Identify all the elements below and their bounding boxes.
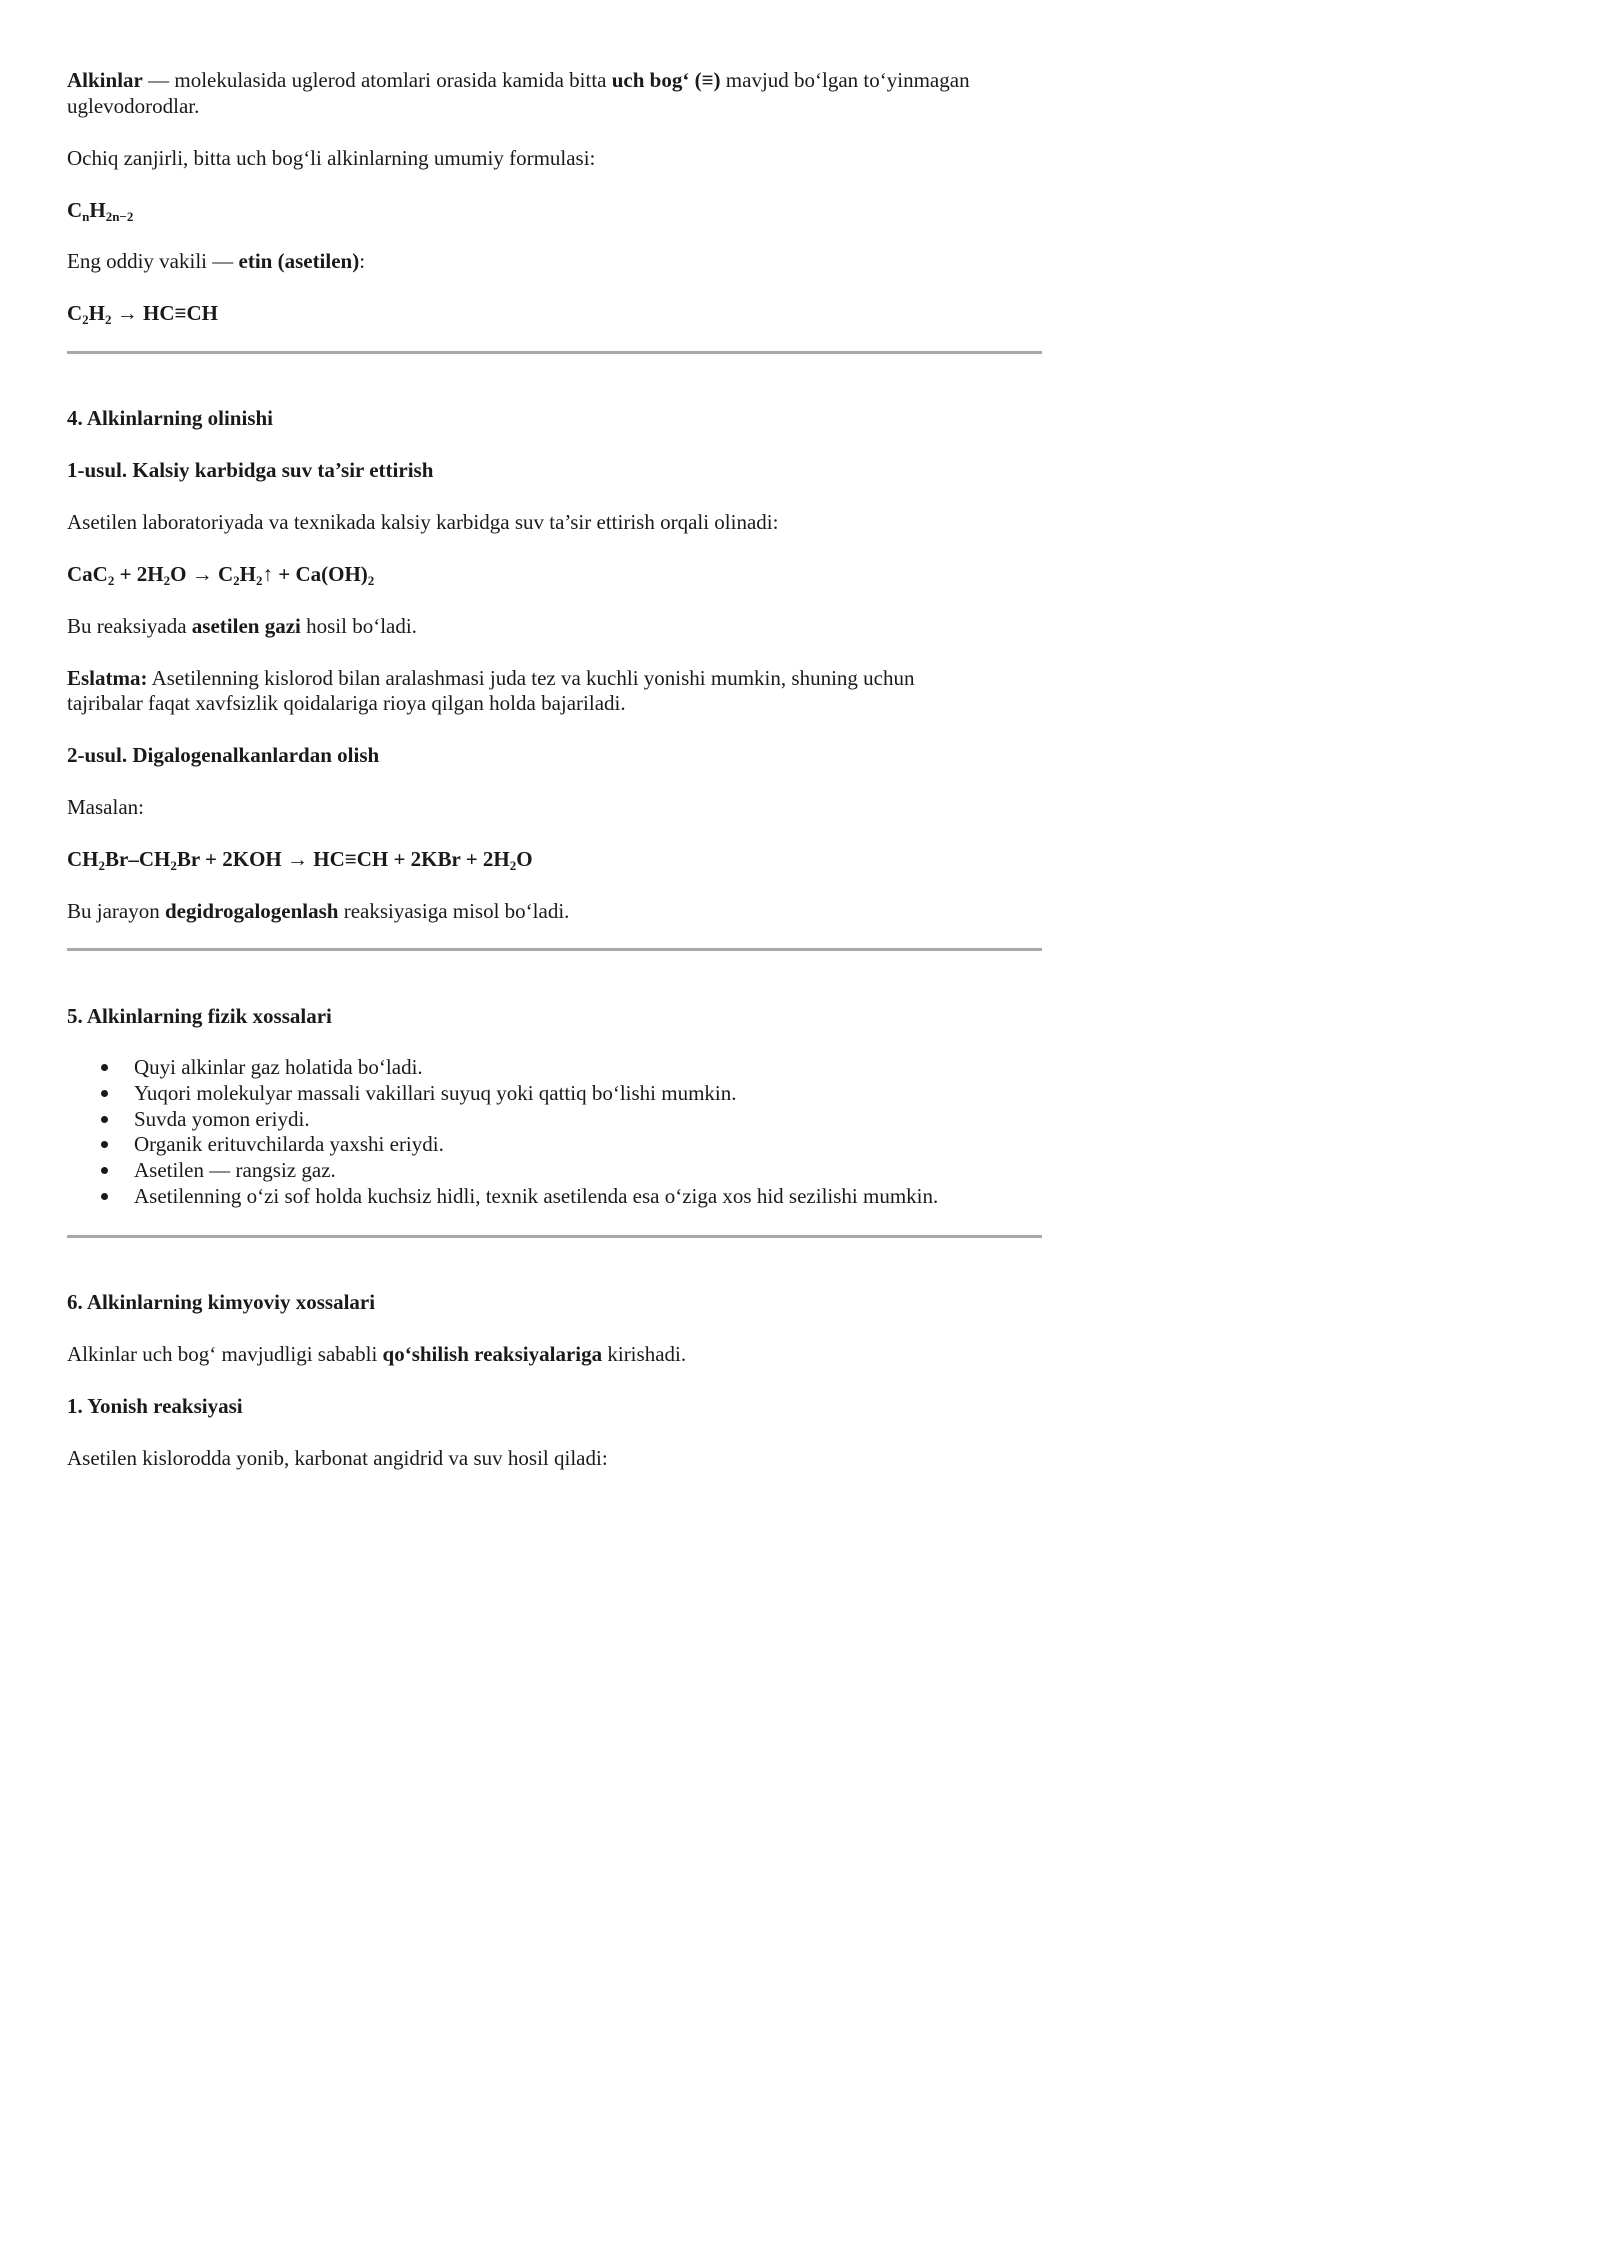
chemical-properties-intro: Alkinlar uch bog‘ mavjudligi sababli qo‘shilish reaksiyalariga kirishadi. <box>67 1342 687 1366</box>
section-6-heading: 6. Alkinlarning kimyoviy xossalari <box>67 1290 376 1314</box>
section-5-heading: 5. Alkinlarning fizik xossalari <box>67 1004 332 1028</box>
note-label: Eslatma: <box>67 666 148 690</box>
definition-line-2: uglevodorodlar. <box>67 94 200 118</box>
bullet-icon <box>101 1141 108 1148</box>
term-dehydrohalogenation: degidrogalogenlash <box>164 899 339 923</box>
equation-carbide: $CaC_2 + 2H_2O$ → $C_2H_2↑ + Ca(OH)_2$ <box>67 562 375 588</box>
term-triple-bond: uch bog‘ (≡) <box>611 68 721 92</box>
physical-properties-list <box>67 1055 938 1210</box>
term-etin: etin (asetilen) <box>238 249 360 273</box>
simplest-member: Eng oddiy vakili — etin (asetilen): <box>67 249 366 273</box>
list-item: Suvda yomon eriydi. <box>67 1107 938 1133</box>
equation-dihaloalkane: $CH_2Br-CH_2Br + 2KOH \to HC\equiv CH + 2KBr + 2H_2O$ <box>67 847 533 873</box>
list-item: Organik erituvchilarda yaxshi eriydi. <box>67 1132 938 1158</box>
term-acetylene-gas: asetilen gazi <box>191 614 301 638</box>
section-divider <box>67 1235 1042 1238</box>
bullet-icon <box>101 1167 108 1174</box>
note-line-2: tajribalar faqat xavfsizlik qoidalariga rioya qilgan holda bajariladi. <box>67 691 626 715</box>
section-divider <box>67 948 1042 951</box>
section-divider <box>67 351 1042 354</box>
general-formula: $C_nH_{2n-2}$ <box>67 198 134 224</box>
term-alkinlar: Alkinlar <box>67 68 143 92</box>
list-item: Quyi alkinlar gaz holatida bo‘ladi. <box>67 1055 938 1081</box>
method-1-text: Asetilen laboratoriyada va texnikada kalsiy karbidga suv ta’sir ettirish orqali olinadi: <box>67 510 779 534</box>
bullet-icon <box>101 1116 108 1123</box>
reaction-1-text: Asetilen kislorodda yonib, karbonat angidrid va suv hosil qiladi: <box>67 1446 608 1470</box>
bullet-icon <box>101 1064 108 1071</box>
formula-intro: Ochiq zanjirli, bitta uch bog‘li alkinlarning umumiy formulasi: <box>67 146 596 170</box>
note-line-1: Eslatma: Asetilenning kislorod bilan aralashmasi juda tez va kuchli yonishi mumkin, shuning uchun <box>67 666 915 690</box>
term-addition-reactions: qo‘shilish reaksiyalariga <box>382 1342 603 1366</box>
bullet-icon <box>101 1090 108 1097</box>
example-label: Masalan: <box>67 795 144 819</box>
list-item: Asetilenning o‘zi sof holda kuchsiz hidli, texnik asetilenda esa o‘ziga xos hid sezilishi mumkin. <box>67 1184 938 1210</box>
definition-line-1: Alkinlar — molekulasida uglerod atomlari orasida kamida bitta uch bog‘ (≡) mavjud bo‘lgan to‘yinmagan <box>67 68 970 92</box>
list-item: Asetilen — rangsiz gaz. <box>67 1158 938 1184</box>
process-note: Bu jarayon degidrogalogenlash reaksiyasiga misol bo‘ladi. <box>67 899 570 923</box>
bullet-icon <box>101 1193 108 1200</box>
method-2-heading: 2-usul. Digalogenalkanlardan olish <box>67 743 380 767</box>
reaction-1-heading: 1. Yonish reaksiyasi <box>67 1394 243 1418</box>
method-1-heading: 1-usul. Kalsiy karbidga suv ta’sir ettirish <box>67 458 434 482</box>
reaction-result: Bu reaksiyada asetilen gazi hosil bo‘ladi. <box>67 614 417 638</box>
document-page <box>0 0 1102 1561</box>
list-item: Yuqori molekulyar massali vakillari suyuq yoki qattiq bo‘lishi mumkin. <box>67 1081 938 1107</box>
section-4-heading: 4. Alkinlarning olinishi <box>67 406 274 430</box>
ethyne-formula: $C_2H_2 \to HC\equiv CH$ <box>67 301 218 327</box>
